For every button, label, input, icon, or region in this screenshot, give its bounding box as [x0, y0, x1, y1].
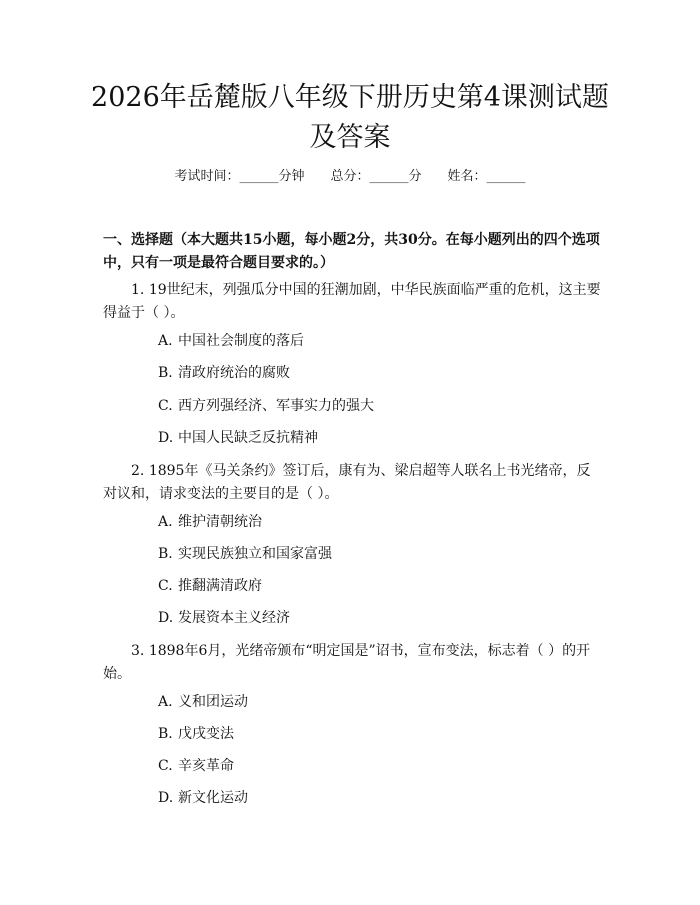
question-1-stem	[103, 279, 603, 325]
option-text: 辛亥革命	[178, 758, 234, 774]
option-text: 实现民族独立和国家富强	[178, 546, 332, 562]
option-text: 推翻满清政府	[178, 578, 262, 594]
option-letter: D.	[158, 610, 174, 626]
question-3-text: 1898年6月，光绪帝颁布“明定国是”诏书，宣布变法，标志着（ ）的开始。	[103, 643, 591, 682]
question-3-stem	[103, 640, 603, 686]
question-3-option-c	[158, 756, 234, 776]
question-3-option-d	[158, 788, 248, 808]
option-letter: B.	[158, 546, 173, 562]
question-1-option-a	[158, 331, 304, 351]
option-text: 中国人民缺乏反抗精神	[178, 430, 318, 446]
option-text: 义和团运动	[178, 694, 248, 710]
exam-info-line: 考试时间：______分钟 总分：______分 姓名：______	[174, 169, 526, 184]
option-text: 维护清朝统治	[178, 514, 262, 530]
question-3-option-a	[158, 692, 248, 712]
option-letter: A.	[158, 333, 173, 349]
option-letter: D.	[158, 790, 174, 806]
option-letter: C.	[158, 398, 173, 414]
question-3-number: 3.	[131, 643, 145, 659]
document-title: 2026年岳麓版八年级下册历史第4课测试题及答案	[91, 82, 609, 153]
question-2-number: 2.	[131, 463, 145, 479]
question-1-option-d	[158, 428, 318, 448]
question-2-option-a	[158, 512, 262, 532]
question-2-option-c	[158, 576, 262, 596]
option-letter: C.	[158, 578, 173, 594]
option-letter: D.	[158, 430, 174, 446]
question-1-option-b	[158, 363, 290, 383]
option-text: 戊戌变法	[178, 726, 234, 742]
option-letter: C.	[158, 758, 173, 774]
option-text: 中国社会制度的落后	[178, 333, 304, 349]
section-heading: 一、选择题（本大题共15小题，每小题2分，共30分。在每小题列出的四个选项中，只有一项是最符合题目要求的。）	[103, 232, 600, 271]
option-letter: A.	[158, 694, 173, 710]
option-letter: B.	[158, 365, 173, 381]
question-2-stem	[103, 460, 603, 506]
question-1-text: 19世纪末，列强瓜分中国的狂潮加剧，中华民族面临严重的危机，这主要得益于（ ）。	[103, 282, 601, 321]
option-letter: A.	[158, 514, 173, 530]
question-1-option-c	[158, 396, 374, 416]
question-2-option-b	[158, 544, 332, 564]
question-2-option-d	[158, 608, 290, 628]
option-text: 发展资本主义经济	[178, 610, 290, 626]
question-1-number: 1.	[131, 282, 145, 298]
option-text: 新文化运动	[178, 790, 248, 806]
option-letter: B.	[158, 726, 173, 742]
option-text: 清政府统治的腐败	[178, 365, 290, 381]
option-text: 西方列强经济、军事实力的强大	[178, 398, 374, 414]
question-2-text: 1895年《马关条约》签订后，康有为、梁启超等人联名上书光绪帝，反对议和，请求变法的主要目的是（ ）。	[103, 463, 591, 502]
question-3-option-b	[158, 724, 234, 744]
